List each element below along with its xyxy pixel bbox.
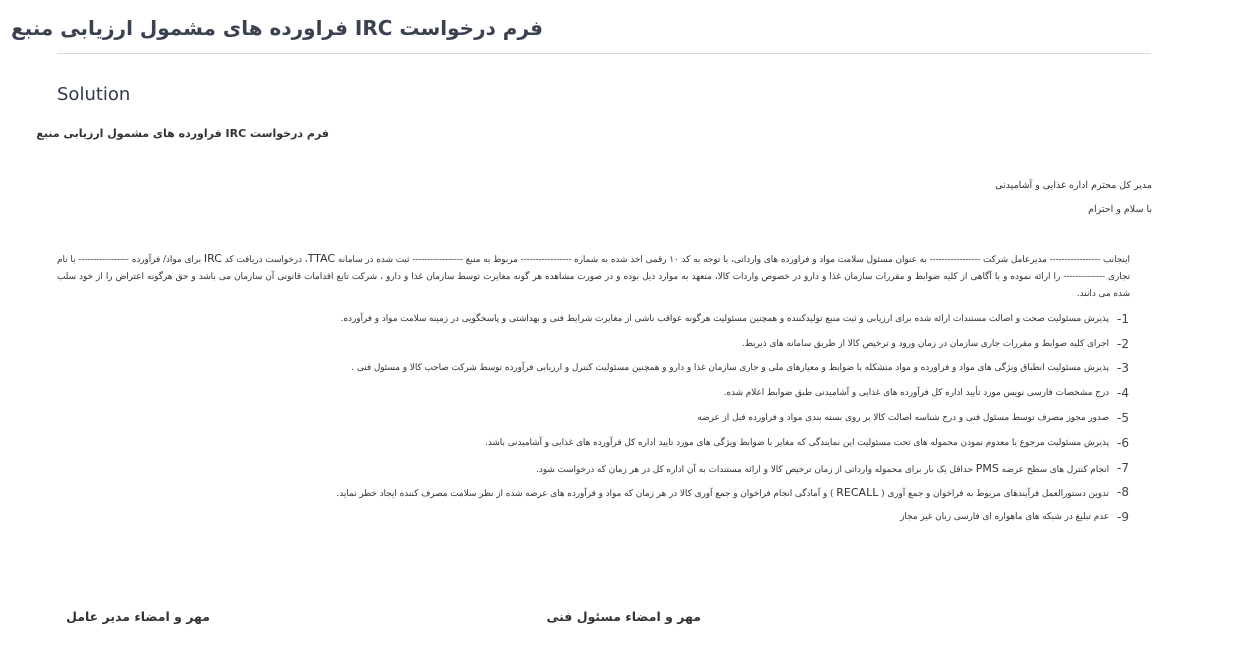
clause-9 xyxy=(900,509,1129,525)
clause-term-recall: RECALL xyxy=(836,485,879,499)
clause-number: 5- xyxy=(1117,411,1129,425)
clause-8 xyxy=(336,484,1129,500)
clause-1 xyxy=(341,311,1129,327)
clause-5 xyxy=(697,410,1129,426)
clause-text-part: انجام کنترل های سطح عرضه xyxy=(1001,464,1110,475)
signature-ceo: مهر و امضاء مدیر عامل xyxy=(66,609,210,624)
clause-6 xyxy=(485,435,1129,451)
clause-text: پذیرش مسئولیت صحت و اصالت مستندات ارائه شده برای ارزیابی و ثبت منبع تولیدکننده و همچنین مسئولیت هرگونه عواقب ناشی از مغایرت شرایط فنی و بهداشتی و پاسخگویی در زمینه سلامت مواد و فرآورده. xyxy=(340,314,1110,324)
intro-text-1: اینجانب ----------------- مدیرعامل شرکت ----------------- به عنوان مسئول سلامت مواد و فراورده های وارداتی، با توجه به کد ۱۰ رقمی اخذ شده به شماره ----------------- مربوط به منبع ----------------- ثبت شده در سامانه xyxy=(337,255,1130,265)
intro-text-2: ، درخواست دریافت کد xyxy=(224,255,308,265)
intro-ttac: TTAC xyxy=(307,252,336,265)
clause-text: پذیرش مسئولیت انطباق ویژگی های مواد و فراورده و مواد متشکله با ضوابط و معیارهای ملی و جاری سازمان غذا و دارو و همچنین مسئولیت کنترل و ارزیابی فرآورده توسط شرکت صاحب کالا و مسئول فنی . xyxy=(351,363,1110,373)
clause-text xyxy=(536,462,1109,475)
page-title: فرم درخواست IRC فراورده های مشمول ارزیابی منبع xyxy=(10,16,543,40)
clause-text: عدم تبلیغ در شبکه های ماهواره ای فارسی زبان غیر مجاز xyxy=(900,512,1110,522)
salutation-recipient: مدیر کل محترم اداره غذایی و آشامیدنی xyxy=(995,180,1152,191)
form-name: فرم درخواست IRC فراورده های مشمول ارزیابی منبع xyxy=(36,127,329,140)
clause-text: درج مشخصات فارسی نویس مورد تأیید اداره کل فرآورده های غذایی و آشامیدنی طبق ضوابط اعلام شده. xyxy=(723,388,1110,398)
clause-text: پذیرش مسئولیت مرجوع یا معدوم نمودن محموله های تحت مسئولیت این نمایندگی که مغایر با ضوابط ویژگی های مورد تایید اداره کل فرآورده های غذایی و آشامیدنی باشد. xyxy=(484,438,1110,448)
clause-number: 8- xyxy=(1117,485,1129,499)
clause-4 xyxy=(724,385,1129,401)
clause-number: 4- xyxy=(1117,386,1129,400)
clause-text: اجرای کلیه ضوابط و مقررات جاری سازمان در زمان ورود و ترخیص کالا از طریق سامانه های ذیربط. xyxy=(741,339,1110,349)
clause-number: 7- xyxy=(1117,461,1129,475)
section-heading: Solution xyxy=(57,84,131,105)
clause-3 xyxy=(351,360,1129,376)
clause-text-part: ) و آمادگی انجام فراخوان و جمع آوری کالا در هر زمان که مواد و فرآورده های عرضه شده از نظر سلامت مصرف کننده ایجاد خطر نماید. xyxy=(336,488,834,499)
clause-number: 9- xyxy=(1117,510,1129,524)
clause-number: 1- xyxy=(1117,312,1129,326)
clause-number: 6- xyxy=(1117,436,1129,450)
title-divider xyxy=(57,53,1151,54)
clause-number: 2- xyxy=(1117,337,1129,351)
salutation-greeting: با سلام و احترام xyxy=(1088,204,1152,215)
intro-paragraph xyxy=(57,250,1130,303)
clause-text xyxy=(336,486,1109,499)
clause-2 xyxy=(742,336,1129,352)
clause-text-part: تدوین دستورالعمل فرآیندهای مربوط به فراخوان و جمع آوری ( xyxy=(881,488,1110,499)
signature-technical-manager: مهر و امضاء مسئول فنی xyxy=(546,609,701,624)
clause-text: صدور مجوز مصرف توسط مسئول فنی و درج شناسه اصالت کالا بر روی بسته بندی مواد و فراورده قبل از عرضه xyxy=(697,413,1110,423)
clause-number: 3- xyxy=(1117,361,1129,375)
intro-text-3: برای مواد/ فرآورده ----------------- با نام تجاری -------------- را ارائه نموده و با آگاهی از کلیه ضوابط و مقررات سازمان غذا و دارو در خصوص واردات کالا، متعهد به موارد ذیل بوده و در صورت مشاهده هر گونه مغایرت توسط سازمان غذا و دارو ، شرکت تابع اقدامات قانونی آن سازمان می باشد و حق هرگونه اعتراض را از خود سلب شده می دانند. xyxy=(57,255,1130,299)
clause-text-part: حداقل یک بار برای محموله وارداتی از زمان ترخیص کالا و ارائه مستندات به آن اداره کل در هر زمان که درخواست شود. xyxy=(536,464,973,475)
clause-7 xyxy=(536,460,1129,476)
intro-irc: IRC xyxy=(203,252,222,265)
clause-term-pms: PMS xyxy=(975,461,999,475)
